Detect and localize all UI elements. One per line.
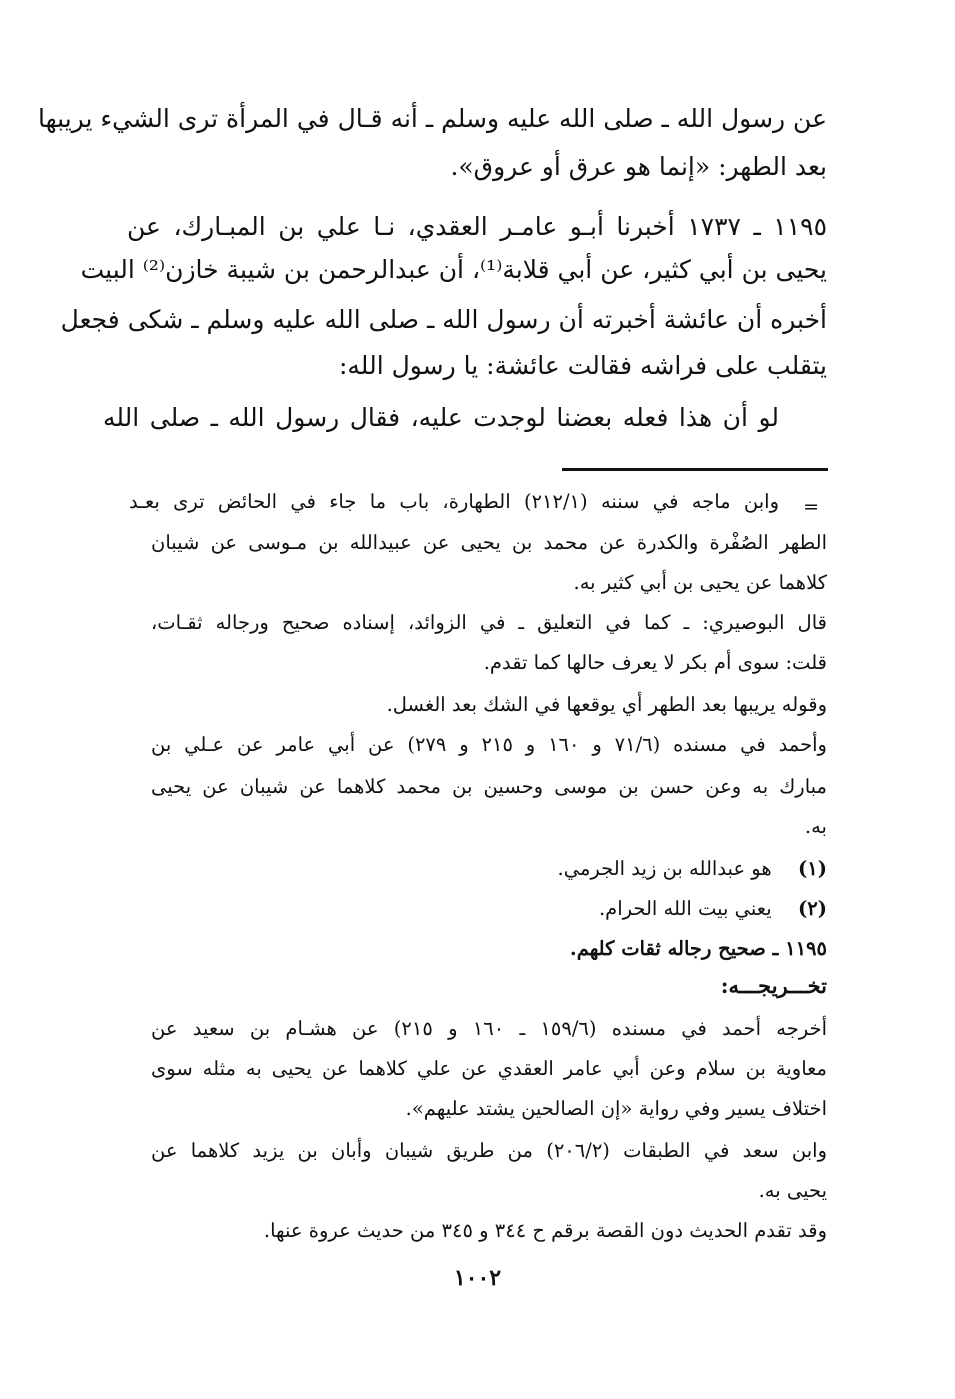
takhrij-line: اختلاف يسير وفي رواية «إن الصالحين يشتد عليهم».	[405, 1097, 827, 1120]
footnote-1	[151, 852, 827, 886]
hadith-number-line: ١١٩٥ ـ ١٧٣٧ أخبرنا أبـو عامـر العقدي، نـا علي بن المبـارك، عن	[127, 212, 827, 241]
footnote-line: قلت: سوى أم بكر لا يعرف حالها كما تقدم.	[483, 651, 827, 674]
takhrij-heading: تخـــريجـــه:	[720, 973, 827, 998]
takhrij-line: معاوية بن سلام وعن أبي عامر العقدي عن علي كلاهما عن يحيى به مثله سوى	[151, 1057, 827, 1080]
footnote-line: وأحمد في مسنده (٧١/٦ و ١٦٠ و ٢١٥ و ٢٧٩) عن أبي عامر عن عـلي بن	[151, 733, 827, 756]
footnote-line: وقوله يريبها بعد الطهر أي يوقعها في الشك بعد الغسل.	[386, 693, 827, 716]
takhrij-line: وقد تقدم الحديث دون القصة برقم ح ٣٤٤ و ٣٤٥ من حديث عروة عنها.	[263, 1219, 827, 1242]
main-text-line: لو أن هذا فعله بعضنا لوجدت عليه، فقال رسول الله ـ صلى الله	[103, 403, 779, 432]
footnote-line: مبارك به وعن حسن بن موسى وحسين بن محمد كلاهما عن شيبان عن يحيى	[151, 775, 827, 798]
footnote-line: وابن ماجه في سننه (٢١٢/١) الطهارة، باب ما جاء في الحائض ترى بعـد	[129, 490, 779, 513]
main-text-line: أخبره أن عائشة أخبرته أن رسول الله ـ صلى الله عليه وسلم ـ شكى فجعل	[60, 305, 827, 334]
footnote-separator	[562, 468, 828, 471]
takhrij-line: يحيى به.	[758, 1179, 827, 1202]
footnote-text: هو عبدالله بن زيد الجرمي.	[557, 857, 772, 880]
main-text-line: يحيى بن أبي كثير، عن أبي قلابة⁽¹⁾، أن عبدالرحمن بن شيبة خازن⁽²⁾ البيت	[80, 255, 827, 284]
footnote-line: به.	[804, 815, 827, 838]
takhrij-line: وابن سعد في الطبقات (٢٠٦/٢) من طريق شيبان وأبان بن يزيد كلاهما عن	[151, 1139, 827, 1162]
footnote-number: (١)	[798, 857, 827, 880]
page-number: ١٠٠٢	[453, 1265, 502, 1291]
footnote-text: يعني بيت الله الحرام.	[598, 897, 772, 920]
main-text-line: بعد الطهر: «إنما هو عرق أو عروق».	[450, 152, 827, 181]
continuation-mark: =	[803, 496, 819, 518]
footnote-2	[151, 892, 827, 926]
main-text-line: يتقلب على فراشه فقالت عائشة: يا رسول الله:	[338, 351, 827, 380]
grading-line: ١١٩٥ ـ صحيح رجاله ثقات كلهم.	[569, 937, 827, 960]
takhrij-line: أخرجه أحمد في مسنده (١٥٩/٦ ـ ١٦٠ و ٢١٥) عن هشـام بن سعيد عن	[151, 1017, 827, 1040]
main-text-line: عن رسول الله ـ صلى الله عليه وسلم ـ أنه قـال في المرأة ترى الشيء يريبها	[38, 104, 827, 133]
footnote-line: الطهر الصُفْرة والكدرة عن محمد بن يحيى عن عبيدالله بن مـوسى عن شيبان	[151, 531, 827, 554]
footnote-line: قال البوصيري: ـ كما في التعليق ـ في الزوائد، إسناده صحيح ورجاله ثقـات،	[151, 611, 827, 634]
footnote-number: (٢)	[798, 897, 827, 920]
footnote-line: كلاهما عن يحيى بن أبي كثير به.	[573, 571, 827, 594]
